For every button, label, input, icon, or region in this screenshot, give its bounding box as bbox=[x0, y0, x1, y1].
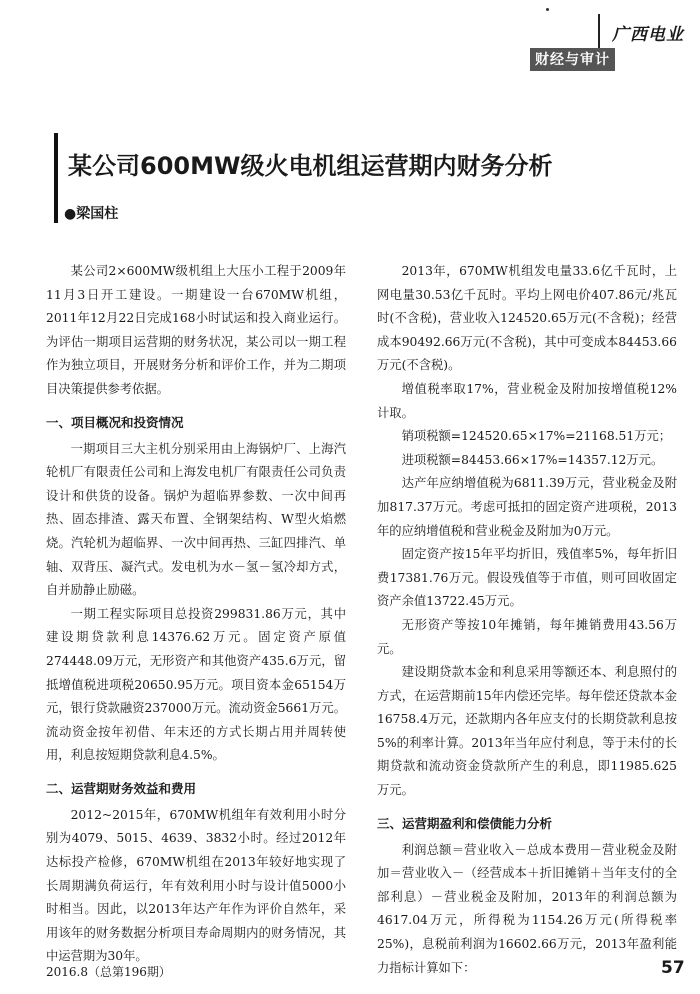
author-byline: ●梁国柱 bbox=[64, 206, 119, 222]
paragraph: 2013年，670MW机组发电量33.6亿千瓦时，上网电量30.53亿千瓦时。平均上网电价407.86元/兆瓦时(不含税)，营业收入124520.65万元(不含税)；经营成本90492.66万元(不含税)，其中可变成本84453.66万元(不含税)。 bbox=[377, 264, 677, 373]
section-label: 财经与审计 bbox=[530, 48, 615, 71]
paragraph: 一期项目三大主机分别采用由上海锅炉厂、上海汽轮机厂有限责任公司和上海发电机厂有限责任公司负责设计和供货的设备。锅炉为超临界参数、一次中间再热、固态排渣、露天布置、全钢架结构、W型火焰燃烧。汽轮机为超临界、一次中间再热、三缸四排汽、单轴、双背压、凝汽式。发电机为水－氢－氢冷却方式，自并励静止励磁。 bbox=[46, 441, 346, 598]
paragraph: 增值税率取17%，营业税金及附加按增值税12%计取。 bbox=[377, 381, 677, 420]
intro-paragraph: 某公司2×600MW级机组上大压小工程于2009年11月3日开工建设。一期建设一台670MW机组，2011年12月22日完成168小时试运和投入商业运行。为评估一期项目运营期的财务状况，某公司以一期工程作为独立项目，开展财务分析和评价工作，并为二期项目决策提供参考依据。 bbox=[46, 264, 346, 396]
formula-line: 进项税额=84453.66×17%=14357.12万元。 bbox=[401, 452, 664, 467]
left-column bbox=[46, 260, 346, 969]
paragraph: 利润总额＝营业收入－总成本费用－营业税金及附加＝营业收入－（经营成本＋折旧摊销＋当年支付的全部利息）－营业税金及附加，2013年的利润总额为4617.04万元，所得税为1154.26万元(所得税率25%)，息税前利润为16602.66万元，2013年盈利能力指标计算如下： bbox=[377, 842, 677, 975]
paragraph: 固定资产按15年平均折旧，残值率5%，每年折旧费17381.76万元。假设残值等于市值，则可回收固定资产余值13722.45万元。 bbox=[377, 547, 677, 609]
issue-info: 2016.8（总第196期） bbox=[46, 965, 171, 979]
formula-line: 销项税额=124520.65×17%=21168.51万元； bbox=[401, 429, 672, 444]
title-accent-bar bbox=[54, 133, 58, 223]
section-heading-3: 三、运营期盈利和偿债能力分析 bbox=[377, 815, 553, 831]
section-heading-1: 一、项目概况和投资情况 bbox=[46, 414, 184, 430]
magazine-name: 广西电业 bbox=[612, 25, 684, 45]
paragraph: 2012~2015年，670MW机组年有效利用小时分别为4079、5015、4639、3832小时。经过2012年达标投产检修，670MW机组在2013年较好地实现了长周期满负荷运行，年有效利用小时与设计值5000小时相当。因此，以2013年达产年作为评价自然年，采用该年的财务数据分析项目寿命周期内的财务情况，其中运营期为30年。 bbox=[46, 807, 346, 964]
decorative-dot bbox=[546, 8, 549, 11]
paragraph: 建设期贷款本金和利息采用等额还本、利息照付的方式，在运营期前15年内偿还完毕。每年偿还贷款本金16758.4万元，还款期内各年应支付的长期贷款利息按5%的利率计算。2013年当年应付利息，等于未付的长期贷款和流动资金贷款所产生的利息，即11985.625万元。 bbox=[377, 665, 677, 798]
page-number: 57 bbox=[661, 958, 685, 978]
paragraph: 达产年应纳增值税为6811.39万元，营业税金及附加817.37万元。考虑可抵扣的固定资产进项税，2013年的应纳增值税和营业税金及附加为0万元。 bbox=[377, 476, 677, 538]
paragraph: 一期工程实际项目总投资299831.86万元，其中建设期贷款利息14376.62万元。固定资产原值274448.09万元，无形资产和其他资产435.6万元，留抵增值税进项税20650.95万元。项目资本金65154万元，银行贷款融资237000万元。流动资金5661万元。流动资金按年初借、年末还的方式长期占用并周转使用，利息按短期贷款利息4.5%。 bbox=[46, 606, 346, 763]
article-title: 某公司600MW级火电机组运营期内财务分析 bbox=[68, 152, 553, 180]
section-heading-2: 二、运营期财务效益和费用 bbox=[46, 780, 197, 796]
paragraph: 无形资产等按10年摊销，每年摊销费用43.56万元。 bbox=[377, 617, 677, 656]
right-column bbox=[377, 260, 677, 980]
